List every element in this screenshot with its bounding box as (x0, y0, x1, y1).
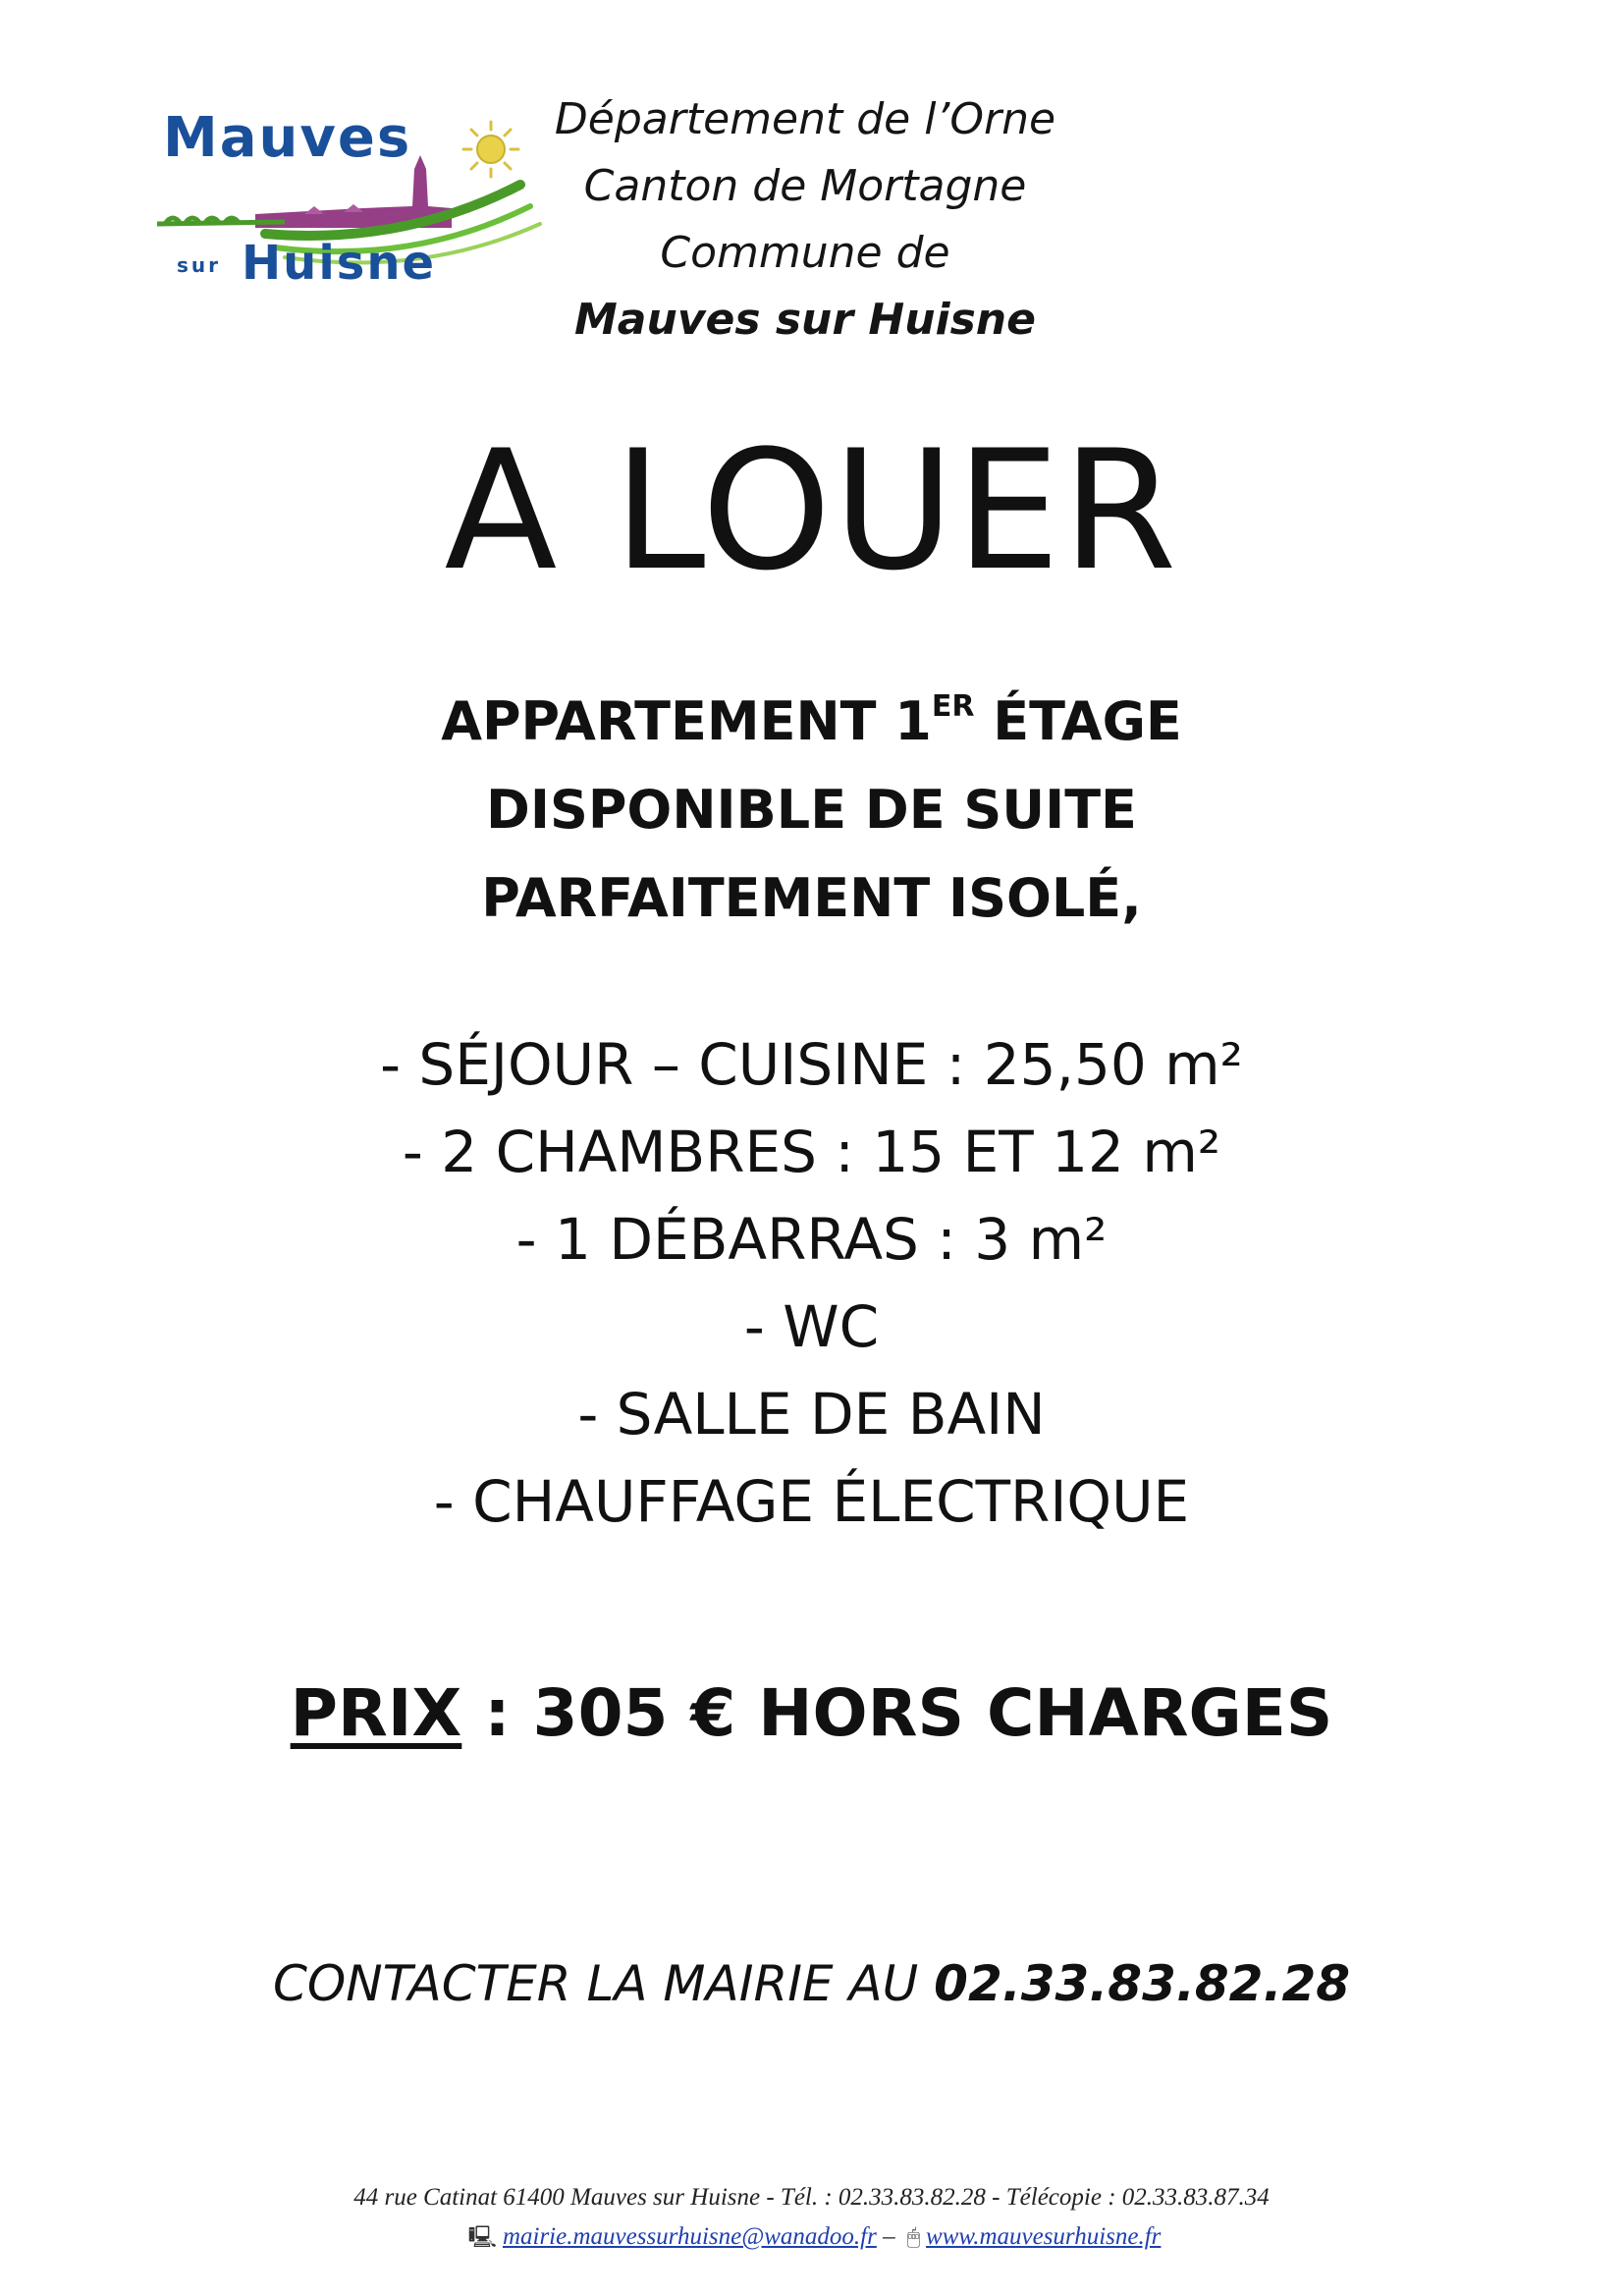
footer-links (0, 2217, 1623, 2258)
feature-item-bedrooms: - 2 CHAMBRES : 15 ET 12 m² (402, 1119, 1221, 1185)
summary-floor-text: APPARTEMENT 1 (441, 690, 932, 752)
commune-label: Commune de (660, 228, 950, 278)
summary-floor-etage: ÉTAGE (974, 690, 1182, 752)
logo-text-huisne: Huisne (242, 236, 437, 291)
apartment-summary (0, 678, 1623, 943)
email-link[interactable]: mairie.mauvessurhuisne@wanadoo.fr (502, 2223, 877, 2250)
logo-text-sur: sur (177, 253, 222, 277)
footer (0, 2178, 1623, 2258)
computer-icon: 🖳 (467, 2225, 497, 2250)
commune-logo (157, 98, 550, 295)
contact-text: CONTACTER LA MAIRIE AU (272, 1955, 935, 2012)
department-header (530, 86, 1080, 354)
logo-text-mauves: Mauves (163, 106, 412, 170)
summary-availability: DISPONIBLE DE SUITE (486, 779, 1137, 841)
feature-item-living-kitchen: - SÉJOUR – CUISINE : 25,50 m² (380, 1031, 1243, 1098)
canton-name: Canton de Mortagne (583, 161, 1027, 211)
footer-address: 44 rue Catinat 61400 Mauves sur Huisne - Tél. : 02.33.83.82.28 - Télécopie : 02.33.83.87.34 (353, 2184, 1270, 2211)
commune-name: Mauves sur Huisne (574, 295, 1036, 345)
footer-separator: – (876, 2223, 901, 2250)
feature-item-wc: - WC (743, 1293, 880, 1360)
price-label: PRIX (290, 1675, 462, 1751)
feature-item-bathroom: - SALLE DE BAIN (577, 1381, 1046, 1448)
contact-line (0, 1949, 1623, 2018)
sun-icon (463, 122, 518, 177)
features-list (0, 1021, 1623, 1546)
summary-floor (0, 678, 1623, 766)
department-name: Département de l’Orne (554, 94, 1056, 144)
contact-phone: 02.33.83.82.28 (934, 1955, 1351, 2012)
price-value: : 305 € HORS CHARGES (461, 1675, 1333, 1751)
summary-floor-sup: ER (931, 689, 975, 724)
price-line (0, 1669, 1623, 1758)
website-link[interactable]: www.mauvesurhuisne.fr (926, 2223, 1162, 2250)
mouse-icon: 🖱 (906, 2225, 921, 2250)
feature-item-heating: - CHAUFFAGE ÉLECTRIQUE (433, 1468, 1190, 1535)
feature-item-storage: - 1 DÉBARRAS : 3 m² (515, 1206, 1108, 1273)
page-title: A LOUER (444, 414, 1179, 607)
summary-insulation: PARFAITEMENT ISOLÉ, (481, 867, 1142, 929)
